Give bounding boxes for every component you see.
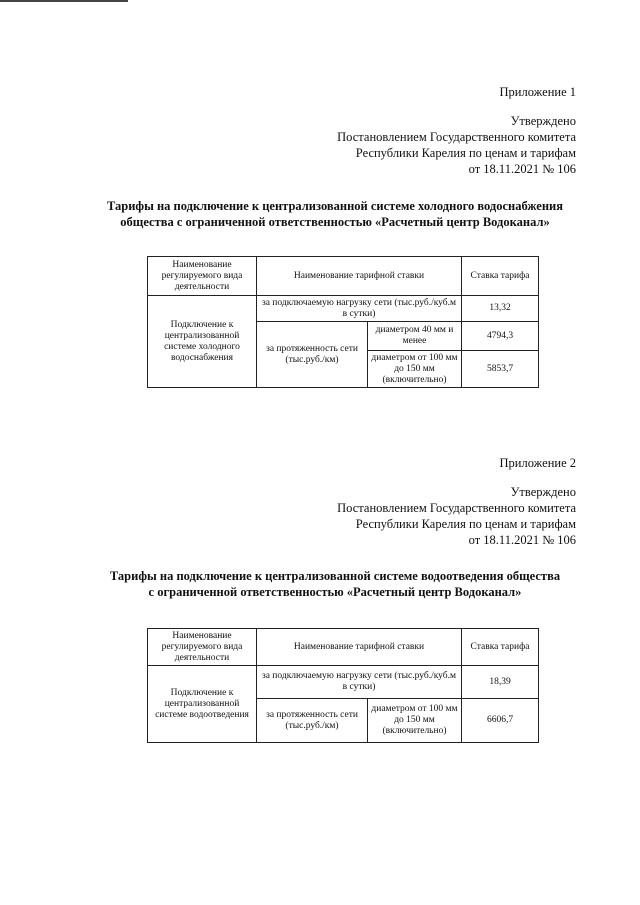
appendix-1-title	[92, 198, 578, 230]
appendix-1-heading: Приложение 1	[499, 85, 576, 99]
appendix-1-approval	[337, 113, 576, 177]
table-row	[148, 666, 539, 699]
approval-line: Республики Карелия по ценам и тарифам	[355, 146, 576, 160]
diameter-value-cell: 5853,7	[462, 351, 539, 388]
approval-line: Республики Карелия по ценам и тарифам	[355, 517, 576, 531]
appendix-2-tariff-table	[147, 628, 539, 743]
appendix-2-heading: Приложение 2	[499, 456, 576, 470]
length-label-cell: за протяженность сети (тыс.руб./км)	[257, 699, 368, 743]
appendix-1-tariff-table	[147, 256, 539, 388]
table-header-row	[148, 629, 539, 666]
title-line: общества с ограниченной ответственностью «Расчетный центр Водоканал»	[120, 215, 550, 229]
header-rate-name: Наименование тарифной ставки	[257, 257, 462, 296]
title-line: Тарифы на подключение к централизованной системе водоотведения общества	[109, 569, 561, 583]
scan-edge-mark	[0, 0, 128, 2]
header-activity: Наименование регулируемого вида деятельности	[148, 629, 257, 666]
load-value-cell: 18,39	[462, 666, 539, 699]
diameter-value-cell: 6606,7	[462, 699, 539, 743]
approval-line: Утверждено	[510, 485, 576, 499]
title-line: с ограниченной ответственностью «Расчетный центр Водоканал»	[148, 585, 522, 599]
diameter-label-cell: диаметром от 100 мм до 150 мм (включительно)	[368, 351, 462, 388]
approval-line: Утверждено	[510, 114, 576, 128]
header-rate-name: Наименование тарифной ставки	[257, 629, 462, 666]
header-rate-value: Ставка тарифа	[462, 257, 539, 296]
approval-line: Постановлением Государственного комитета	[337, 501, 576, 515]
load-label-cell: за подключаемую нагрузку сети (тыс.руб./куб.м в сутки)	[257, 666, 462, 699]
approval-line: от 18.11.2021 № 106	[468, 533, 576, 547]
load-label-cell: за подключаемую нагрузку сети (тыс.руб./куб.м в сутки)	[257, 296, 462, 322]
approval-line: от 18.11.2021 № 106	[468, 162, 576, 176]
header-activity: Наименование регулируемого вида деятельности	[148, 257, 257, 296]
load-value-cell: 13,32	[462, 296, 539, 322]
diameter-value-cell: 4794,3	[462, 322, 539, 351]
length-label-cell: за протяженность сети (тыс.руб./км)	[257, 322, 368, 388]
diameter-label-cell: диаметром от 100 мм до 150 мм (включительно)	[368, 699, 462, 743]
table-row	[148, 296, 539, 322]
activity-cell: Подключение к централизованной системе водоотведения	[148, 666, 257, 743]
approval-line: Постановлением Государственного комитета	[337, 130, 576, 144]
diameter-label-cell: диаметром 40 мм и менее	[368, 322, 462, 351]
activity-cell: Подключение к централизованной системе холодного водоснабжения	[148, 296, 257, 388]
appendix-2-approval	[337, 484, 576, 548]
table-header-row	[148, 257, 539, 296]
header-rate-value: Ставка тарифа	[462, 629, 539, 666]
appendix-2-title	[92, 568, 578, 600]
title-line: Тарифы на подключение к централизованной системе холодного водоснабжения	[106, 199, 564, 213]
